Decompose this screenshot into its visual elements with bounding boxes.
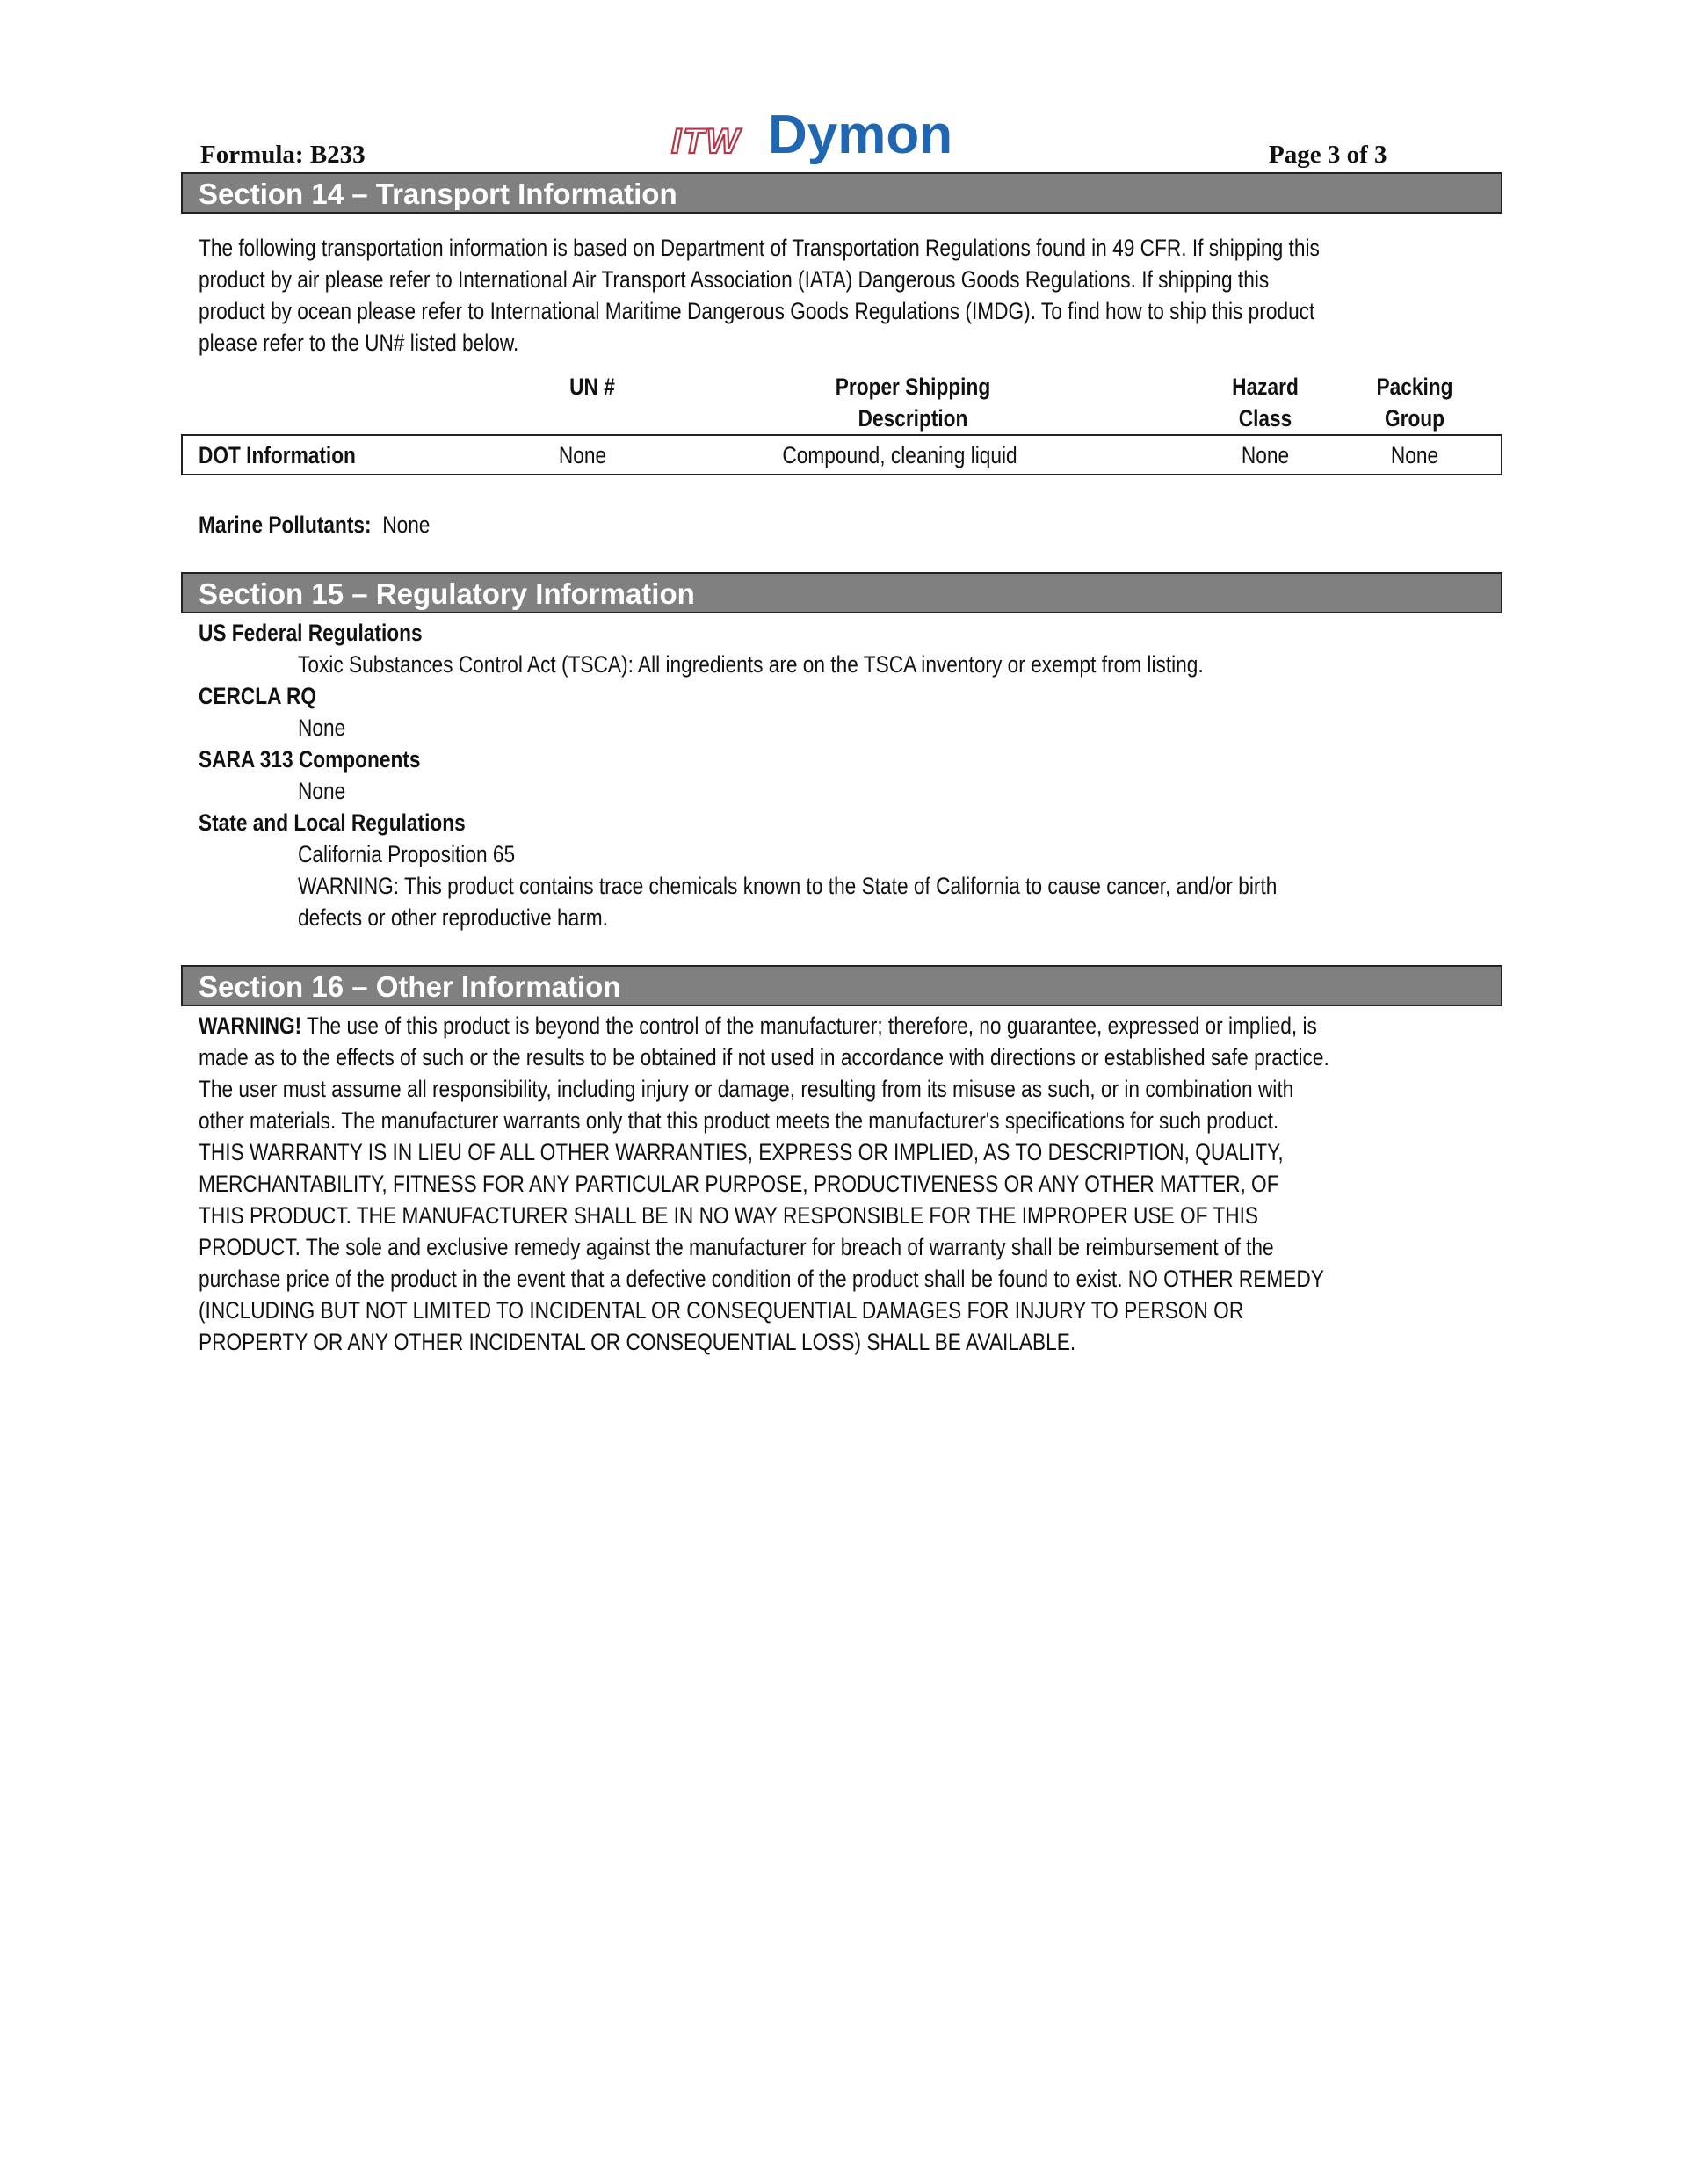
dot-row-description: Compound, cleaning liquid [782,442,1017,468]
section-14-title: Section 14 – Transport Information [199,178,677,210]
federal-heading: US Federal Regulations [199,620,423,646]
state-warning-line-1: WARNING: This product contains trace chemicals known to the State of California to cause cancer, and/or birth [298,873,1278,899]
logo-graphic [670,102,953,165]
transport-intro-line-2: product by air please refer to International Air Transport Association (IATA) Dangerous Goods Regulations. If shipping this [199,266,1270,293]
section-16-header [181,965,1502,1006]
logo-name: Dymon [768,105,953,165]
warranty-line-3: The user must assume all responsibility, including injury or damage, resulting from its misuse as such, or in combination with [199,1076,1294,1102]
warranty-line-11: PROPERTY OR ANY OTHER INCIDENTAL OR CONSEQUENTIAL LOSS) SHALL BE AVAILABLE. [199,1329,1076,1355]
sara-value: None [298,778,346,804]
col-header-packing [1341,371,1488,434]
cercla-heading: CERCLA RQ [199,683,316,709]
warranty-line-4: other materials. The manufacturer warrants only that this product meets the manufacturer's specifications for such product. [199,1107,1279,1134]
warranty-line-1-text: The use of this product is beyond the control of the manufacturer; therefore, no guarantee, expressed or implied, is [301,1012,1317,1039]
warranty-line-2: made as to the effects of such or the results to be obtained if not used in accordance with directions or established safe practice. [199,1044,1329,1070]
col-header-shipping [791,371,1034,434]
formula-label: Formula: B233 [200,141,366,169]
warranty-line-6: MERCHANTABILITY, FITNESS FOR ANY PARTICULAR PURPOSE, PRODUCTIVENESS OR ANY OTHER MATTER, OF [199,1171,1279,1197]
state-heading: State and Local Regulations [199,809,466,836]
warranty-line-10: (INCLUDING BUT NOT LIMITED TO INCIDENTAL OR CONSEQUENTIAL DAMAGES FOR INJURY TO PERSON OR [199,1297,1244,1324]
marine-pollutants-value: None [382,512,431,538]
col-header-hazard-line-2: Class [1238,405,1292,432]
col-header-un [518,371,666,403]
section-16-title: Section 16 – Other Information [199,970,621,1003]
state-prop65: California Proposition 65 [298,841,516,867]
warning-label: WARNING! [199,1012,302,1039]
col-header-shipping-line-2: Description [858,405,968,432]
col-header-un-text: UN # [569,374,615,400]
col-header-packing-line-2: Group [1384,405,1445,432]
transport-intro-line-4: please refer to the UN# listed below. [199,330,519,356]
dot-row-label: DOT Information [199,442,356,468]
itw-dymon-logo [670,102,953,165]
federal-text: Toxic Substances Control Act (TSCA): All ingredients are on the TSCA inventory or exempt from listing. [298,651,1204,678]
logo-prefix: ITW [671,122,742,161]
warranty-line-1 [199,1010,1317,1041]
section-15-header [181,572,1502,613]
cercla-value: None [298,715,346,741]
section-14-header [181,172,1502,214]
warranty-line-7: THIS PRODUCT. THE MANUFACTURER SHALL BE IN NO WAY RESPONSIBLE FOR THE IMPROPER USE OF THIS [199,1202,1259,1229]
col-header-shipping-line-1: Proper Shipping [835,374,991,400]
warranty-line-8: PRODUCT. The sole and exclusive remedy against the manufacturer for breach of warranty shall be reimbursement of the [199,1234,1274,1260]
marine-pollutants [199,509,430,541]
dot-row-hazard: None [1241,442,1290,468]
col-header-packing-line-1: Packing [1376,374,1453,400]
dot-row-packing: None [1390,442,1439,468]
section-15-title: Section 15 – Regulatory Information [199,577,695,610]
transport-intro-line-1: The following transportation information is based on Department of Transportation Regulations found in 49 CFR. If shipping this [199,235,1320,261]
state-warning-line-2: defects or other reproductive harm. [298,904,608,931]
col-header-hazard-line-1: Hazard [1232,374,1299,400]
marine-pollutants-label: Marine Pollutants: [199,512,372,538]
col-header-hazard [1191,371,1339,434]
transport-intro-line-3: product by ocean please refer to International Maritime Dangerous Goods Regulations (IMDG). To find how to ship this product [199,298,1315,324]
page-number: Page 3 of 3 [1269,141,1387,169]
dot-row-un: None [558,442,607,468]
warranty-line-5: THIS WARRANTY IS IN LIEU OF ALL OTHER WARRANTIES, EXPRESS OR IMPLIED, AS TO DESCRIPTION, QUALITY, [199,1139,1284,1165]
sara-heading: SARA 313 Components [199,746,421,773]
warranty-line-9: purchase price of the product in the event that a defective condition of the product shall be found to exist. NO OTHER REMEDY [199,1266,1324,1292]
